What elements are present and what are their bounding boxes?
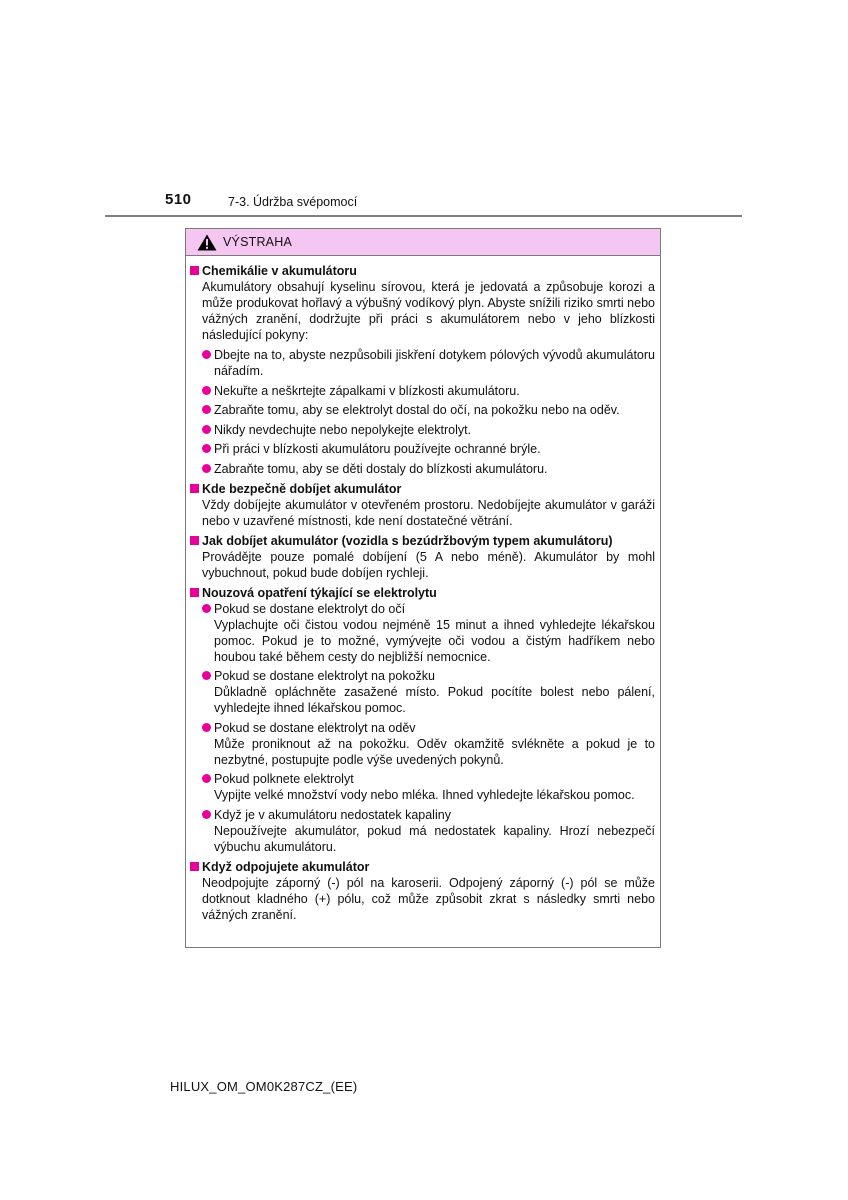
list-item-text: Nikdy nevdechujte nebo nepolykejte elektrolyt. — [214, 422, 472, 437]
warning-header — [186, 229, 660, 256]
list-item-text: Zabraňte tomu, aby se děti dostaly do blízkosti akumulátoru. — [214, 461, 548, 476]
list-item-text: Dbejte na to, abyste nezpůsobili jiskření dotykem pólových vývodů akumulátoru nářadím. — [214, 348, 655, 378]
section-heading — [190, 533, 655, 549]
section-heading — [190, 859, 655, 875]
list-item-text: Nepoužívejte akumulátor, pokud má nedostatek kapaliny. Hrozí nebezpečí výbuchu akumulátoru. — [214, 823, 655, 854]
section-heading-text: Když odpojujete akumulátor — [202, 859, 370, 874]
section-text: Neodpojujte záporný (-) pól na karoserii. Odpojený záporný (-) pól se může dotknout kladného (+) pólu, což může způsobit zkrat s následky smrti nebo vážných zranění. — [202, 875, 655, 922]
list-item-text: Při práci v blízkosti akumulátoru používejte ochranné brýle. — [214, 442, 541, 457]
list-item-title: Pokud se dostane elektrolyt na pokožku — [214, 669, 435, 684]
square-bullet-icon — [190, 588, 199, 597]
list-item-text: Zabraňte tomu, aby se elektrolyt dostal do očí, na pokožku nebo na oděv. — [214, 403, 620, 418]
square-bullet-icon — [190, 484, 199, 493]
circle-bullet-icon — [202, 386, 211, 395]
list-item — [202, 383, 655, 399]
list-item-text: Může proniknout až na pokožku. Oděv okamžitě svlékněte a pokud je to nezbytné, postupujte podle výše uvedených pokynů. — [214, 736, 655, 767]
list-item — [202, 461, 655, 477]
list-item — [202, 347, 655, 379]
section-title: 7-3. Údržba svépomocí — [228, 195, 358, 209]
list-item-title: Pokud se dostane elektrolyt do očí — [214, 601, 406, 616]
circle-bullet-icon — [202, 774, 211, 783]
warning-box — [185, 228, 661, 948]
list-item-text: Důkladně opláchněte zasažené místo. Pokud pocítíte bolest nebo pálení, vyhledejte ihned lékařskou pomoc. — [214, 685, 655, 716]
list-item — [202, 771, 655, 803]
warning-section — [190, 481, 655, 529]
circle-bullet-icon — [202, 350, 211, 359]
section-text: Akumulátory obsahují kyselinu sírovou, která je jedovatá a způsobuje korozi a může produkovat hořlavý a výbušný vodíkový plyn. Abyste snížili riziko smrti nebo vážných zranění, dodržujte při práci s akumulátorem nebo v jeho blízkosti následující pokyny: — [202, 280, 655, 342]
section-heading-text: Jak dobíjet akumulátor (vozidla s bezúdržbovým typem akumulátoru) — [202, 533, 613, 548]
list-item-text: Nekuřte a neškrtejte zápalkami v blízkosti akumulátoru. — [214, 383, 520, 398]
document-code: HILUX_OM_OM0K287CZ_(EE) — [170, 1079, 358, 1094]
section-heading — [190, 585, 655, 601]
square-bullet-icon — [190, 266, 199, 275]
section-heading — [190, 263, 655, 279]
circle-bullet-icon — [202, 464, 211, 473]
section-text: Vždy dobíjejte akumulátor v otevřeném prostoru. Nedobíjejte akumulátor v garáži nebo v uzavřené místnosti, kde není dostatečné větrání. — [202, 497, 655, 528]
section-heading-text: Chemikálie v akumulátoru — [202, 264, 357, 278]
warning-triangle-icon — [197, 234, 217, 251]
warning-body — [186, 256, 660, 923]
circle-bullet-icon — [202, 444, 211, 453]
list-item-title: Když je v akumulátoru nedostatek kapaliny — [214, 807, 451, 822]
warning-section — [190, 533, 655, 581]
warning-section — [190, 263, 655, 477]
list-item-text: Vypijte velké množství vody nebo mléka. Ihned vyhledejte lékařskou pomoc. — [214, 788, 635, 803]
list-item-title: Pokud polknete elektrolyt — [214, 772, 354, 787]
square-bullet-icon — [190, 536, 199, 545]
list-item — [202, 668, 655, 716]
warning-section — [190, 585, 655, 855]
list-item — [202, 807, 655, 855]
section-heading — [190, 481, 655, 497]
warning-section — [190, 859, 655, 923]
circle-bullet-icon — [202, 604, 211, 613]
circle-bullet-icon — [202, 810, 211, 819]
page-number: 510 — [165, 191, 192, 208]
circle-bullet-icon — [202, 723, 211, 732]
circle-bullet-icon — [202, 671, 211, 680]
section-text: Provádějte pouze pomalé dobíjení (5 A nebo méně). Akumulátor by mohl vybuchnout, pokud bude dobíjen rychleji. — [202, 549, 655, 580]
header-divider — [105, 215, 742, 217]
square-bullet-icon — [190, 862, 199, 871]
list-item — [202, 441, 655, 457]
list-item — [202, 720, 655, 768]
circle-bullet-icon — [202, 425, 211, 434]
list-item — [202, 601, 655, 665]
warning-title: VÝSTRAHA — [223, 235, 292, 249]
circle-bullet-icon — [202, 405, 211, 414]
list-item — [202, 422, 655, 438]
list-item-text: Vyplachujte oči čistou vodou nejméně 15 minut a ihned vyhledejte lékařskou pomoc. Pokud je to možné, vymývejte oči vodou a čistým hadříkem nebo houbou také během cesty do nejbližší nemocnice. — [214, 617, 655, 664]
section-heading-text: Nouzová opatření týkající se elektrolytu — [202, 585, 437, 600]
section-heading-text: Kde bezpečně dobíjet akumulátor — [202, 481, 402, 496]
list-item — [202, 402, 655, 418]
list-item-title: Pokud se dostane elektrolyt na oděv — [214, 720, 416, 735]
